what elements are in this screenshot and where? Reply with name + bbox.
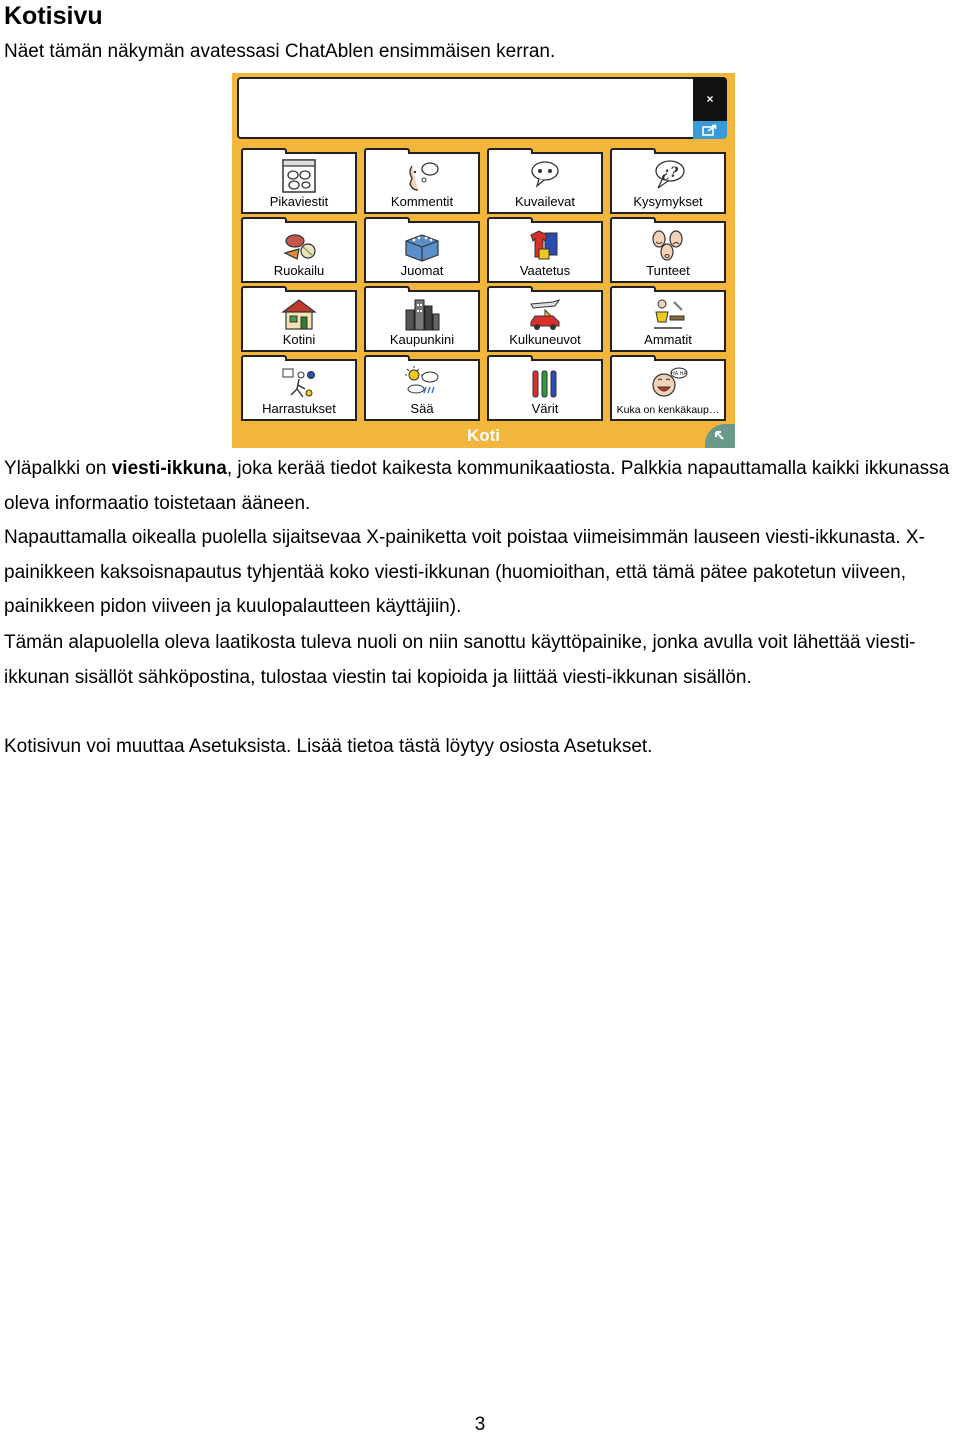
page-title: Koti: [466, 426, 501, 445]
paragraph-4: Kotisivun voi muuttaa Asetuksista. Lisää tietoa tästä löytyy osiosta Asetukset.: [4, 736, 653, 757]
cell-label: Juomat: [400, 263, 444, 278]
p1-bold: viesti-ikkuna: [111, 458, 227, 479]
p1-post: , joka kerää tiedot kaikesta kommunikaatiosta. Palkkia napauttamalla kaikki ikkunassa oleva informaatio toistetaan ääneen.: [4, 458, 950, 514]
cell-label: Vaatetus: [519, 263, 571, 278]
cell-label: Värit: [531, 401, 559, 416]
grid-cell-kotini[interactable]: [241, 290, 357, 352]
grid-cell-kaupunkini[interactable]: [364, 290, 480, 352]
grid-cell-pikaviestit[interactable]: [241, 152, 357, 214]
joke-icon: [648, 365, 688, 401]
occupations-icon: [648, 296, 688, 332]
close-icon: ×: [706, 92, 714, 106]
page-number: 3: [474, 1414, 486, 1435]
grid-cell-juomat[interactable]: [364, 221, 480, 283]
vehicles-icon: [525, 296, 565, 332]
comments-icon: [402, 158, 442, 194]
grid-cell-ammatit[interactable]: [610, 290, 726, 352]
cell-label: Kommentit: [390, 194, 454, 209]
grid-cell-harrastukset[interactable]: [241, 359, 357, 421]
cell-label: Pikaviestit: [269, 194, 329, 209]
grid-cell-vaatetus[interactable]: [487, 221, 603, 283]
message-window[interactable]: [237, 77, 695, 139]
cell-label: Ammatit: [644, 332, 692, 347]
paragraph-1: [4, 452, 956, 521]
colors-icon: [525, 365, 565, 401]
grid-cell-kommentit[interactable]: [364, 152, 480, 214]
grid-cell-saa[interactable]: [364, 359, 480, 421]
cell-label: Kysymykset: [633, 194, 703, 209]
weather-icon: [402, 365, 442, 401]
cell-label: Kaupunkini: [389, 332, 455, 347]
paragraph-3: Tämän alapuolella oleva laatikosta tuleva nuoli on niin sanottu käyttöpainike, jonka avulla voit lähettää viesti-ikkunan sisällöt sähköpostina, tulostaa viestin tai kopioida ja liittää viesti-ikkunan sisällön.: [4, 632, 916, 688]
drinks-icon: [402, 227, 442, 263]
grid-cell-varit[interactable]: [487, 359, 603, 421]
questions-icon: [648, 158, 688, 194]
p1-pre: Yläpalkki on: [4, 458, 112, 479]
cell-label: Sää: [410, 401, 434, 416]
cell-label: Kuvailevat: [515, 194, 575, 209]
clear-button[interactable]: [693, 77, 727, 121]
grid-cell-ruokailu[interactable]: [241, 221, 357, 283]
svg-text:¿?: ¿?: [661, 165, 679, 181]
action-button[interactable]: [693, 121, 727, 139]
intro-text: Näet tämän näkymän avatessasi ChatAblen ensimmäisen kerran.: [4, 41, 556, 62]
grid-cell-kuka-on-kenkakaup[interactable]: [610, 359, 726, 421]
quick-messages-icon: [279, 158, 319, 194]
grid-cell-tunteet[interactable]: [610, 221, 726, 283]
clothing-icon: [525, 227, 565, 263]
page-title-bar: [232, 424, 735, 448]
grid-cell-kulkuneuvot[interactable]: [487, 290, 603, 352]
cell-label: Tunteet: [646, 263, 690, 278]
page-heading: Kotisivu: [4, 2, 103, 30]
cell-label: Harrastukset: [262, 401, 336, 416]
chatable-screenshot: [232, 73, 735, 448]
cell-label: Kuka on kenkäkaup…: [616, 404, 720, 416]
home-icon: [279, 296, 319, 332]
cell-label: Kotini: [282, 332, 316, 347]
svg-text:HA HA: HA HA: [671, 371, 687, 377]
cell-label: Kulkuneuvot: [509, 332, 581, 347]
grid-cell-kuvailevat[interactable]: [487, 152, 603, 214]
feelings-icon: [648, 227, 688, 263]
arrow-icon: [714, 430, 726, 442]
hobbies-icon: [279, 365, 319, 401]
city-icon: [402, 296, 442, 332]
share-arrow-icon: [702, 124, 718, 136]
descriptive-icon: [525, 158, 565, 194]
food-icon: [279, 227, 319, 263]
grid-cell-kysymykset[interactable]: [610, 152, 726, 214]
paragraph-2: Napauttamalla oikealla puolella sijaitsevaa X-painiketta voit poistaa viimeisimmän lauseen viesti-ikkunasta. X-painikkeen kaksoisnapautus tyhjentää koko viesti-ikkunan (huomioithan, että tämä pätee pakotetun viiveen, painikkeen pidon viiveen ja kuulopalautteen käyttäjiin).: [4, 527, 925, 617]
cell-label: Ruokailu: [273, 263, 325, 278]
